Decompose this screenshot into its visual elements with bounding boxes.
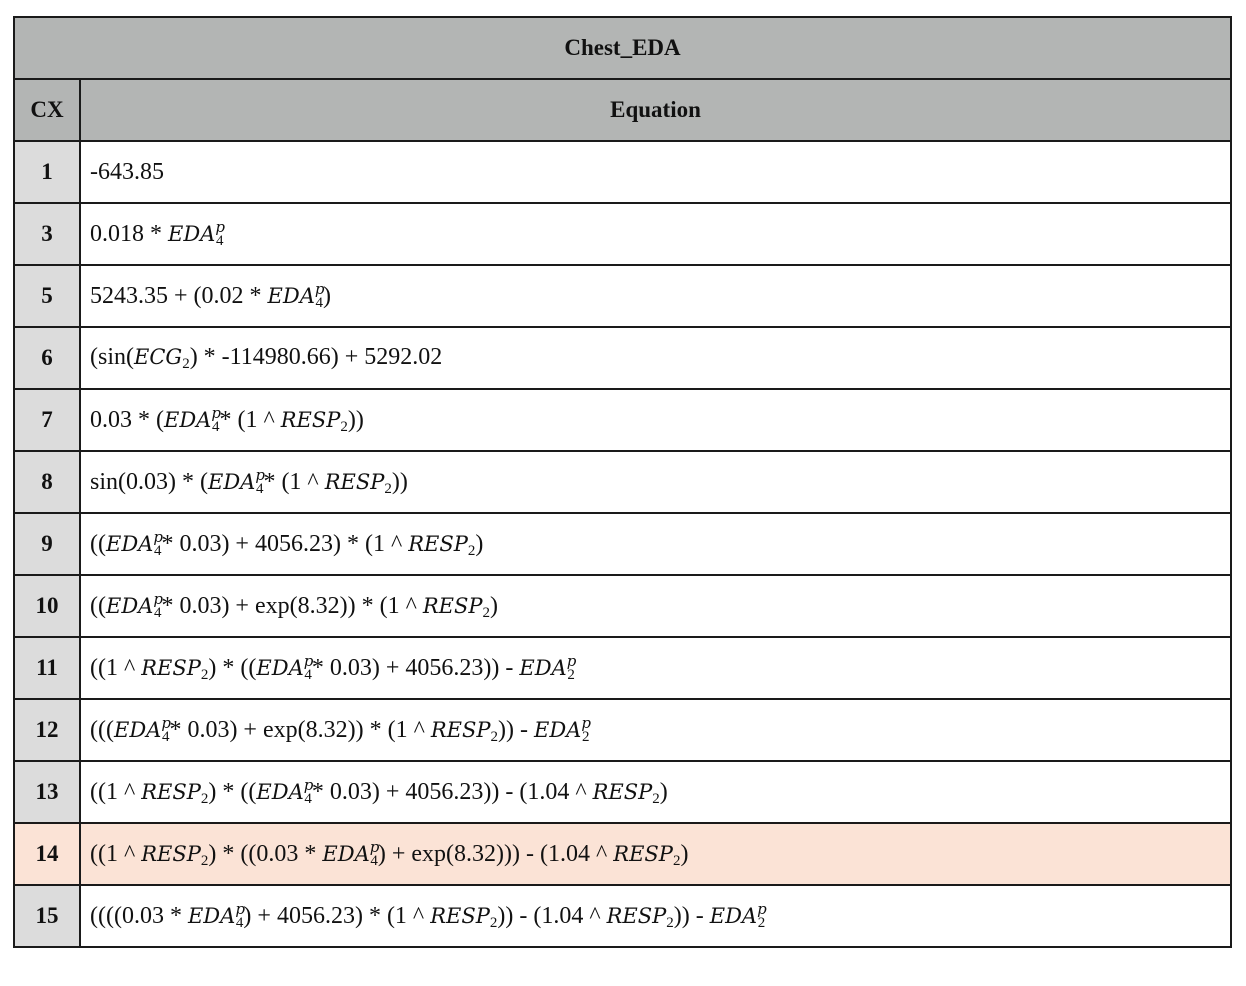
equation-variable: $EDA^p_4$	[207, 466, 265, 497]
equation-cell: $5243.35 + (0.02 * EDA^p_4)$	[80, 265, 1231, 327]
equation-cell: $\sin(0.03) * (EDA^p_4*$ (1 ^ $RESP_2$))	[80, 451, 1231, 513]
equation-cell: (($EDA^p_4*$ 0.03) + exp(8.32)) * (1 ^ $RESP_2$)	[80, 575, 1231, 637]
cx-cell: 14	[14, 823, 80, 885]
table-row	[14, 451, 1231, 513]
equation-variable: $RESP_2$	[422, 594, 491, 621]
equation-cell: ((1 ^ $RESP_2) * ((EDA^p_4*$ $0.03) + 4056.23)) - EDA^p_2$	[80, 637, 1231, 699]
cx-cell: 9	[14, 513, 80, 575]
cx-cell: 3	[14, 203, 80, 265]
equation-variable: $RESP_2$	[324, 470, 392, 497]
cx-cell: 8	[14, 451, 80, 513]
table-title: Chest_EDA	[14, 17, 1231, 79]
equation-cell: ((1 ^ $RESP_2) * ((0.03 * EDA^p_4) + \exp(8.32))) - (1.04$ ^ $RESP_2$)	[80, 823, 1231, 885]
equation-variable: $EDA^p_4$	[322, 838, 380, 869]
table-row	[14, 823, 1231, 885]
equation-cell: $(\sin(ECG_2) * -114980.66) + 5292.02$	[80, 327, 1231, 389]
equation-variable: $EDA^p_2$	[534, 714, 591, 745]
cx-cell: 6	[14, 327, 80, 389]
table-row	[14, 389, 1231, 451]
cx-cell: 7	[14, 389, 80, 451]
cx-cell: 1	[14, 141, 80, 203]
column-header-cx: CX	[14, 79, 80, 141]
equation-variable: $RESP_2$	[141, 842, 209, 869]
equation-variable: $RESP_2$	[141, 780, 209, 807]
table-row	[14, 203, 1231, 265]
cx-cell: 11	[14, 637, 80, 699]
equation-variable: $RESP_2$	[280, 408, 348, 435]
equation-variable: $EDA^p_4$	[256, 652, 314, 683]
table-row	[14, 265, 1231, 327]
table-row	[14, 513, 1231, 575]
equation-variable: $EDA^p_4$	[256, 776, 314, 807]
table-row	[14, 885, 1231, 947]
equation-cell: (($EDA^p_4*$ 0.03) + 4056.23) * (1 ^ $RESP_2$)	[80, 513, 1231, 575]
equation-cell: ((($EDA^p_4*$ 0.03) + exp(8.32)) * (1 ^ $RESP_2)) - EDA^p_2$	[80, 699, 1231, 761]
cx-cell: 15	[14, 885, 80, 947]
equation-cell: ((1 ^ $RESP_2) * ((EDA^p_4*$ 0.03) + 4056.23)) - (1.04 ^ $RESP_2$)	[80, 761, 1231, 823]
equation-variable: $EDA^p_2$	[519, 652, 577, 683]
table-row	[14, 761, 1231, 823]
equation-variable: $RESP_2$	[606, 904, 674, 931]
cx-cell: 13	[14, 761, 80, 823]
table-row	[14, 699, 1231, 761]
equation-variable: $EDA^p_4$	[164, 404, 221, 435]
cx-cell: 12	[14, 699, 80, 761]
equation-variable: $RESP_2$	[408, 532, 476, 559]
equation-variable: $RESP_2$	[592, 780, 660, 807]
equation-variable: $EDA^p_4$	[105, 590, 163, 621]
table-row	[14, 575, 1231, 637]
equation-variable: $EDA^p_4$	[267, 280, 325, 311]
equations-table	[13, 16, 1232, 948]
equation-cell: -643.85	[80, 141, 1231, 203]
equation-variable: $EDA^p_2$	[709, 900, 767, 931]
table-row	[14, 327, 1231, 389]
equation-variable: $EDA^p_4$	[187, 900, 245, 931]
column-header-equation: Equation	[80, 79, 1231, 141]
equation-variable: $RESP_2$	[430, 904, 498, 931]
equation-variable: $RESP_2$	[613, 842, 681, 869]
equation-variable: $ECG_2$	[134, 344, 190, 372]
table-body	[14, 141, 1231, 947]
table-row	[14, 637, 1231, 699]
equation-variable: $RESP_2$	[141, 656, 209, 683]
equation-cell: $0.018 * EDA^p_4$	[80, 203, 1231, 265]
table-row	[14, 141, 1231, 203]
equation-variable: $EDA^p_4$	[105, 528, 163, 559]
equation-cell: $0.03 * (EDA^p_4*$ (1 ^ $RESP_2$))	[80, 389, 1231, 451]
equation-variable: $RESP_2$	[430, 718, 499, 745]
cx-cell: 10	[14, 575, 80, 637]
equation-cell: (($((0.03 * EDA^p_4) + 4056.23) * (1$ ^ $RESP_2)) - (1.04$ ^ $RESP_2)) - EDA^p_2$	[80, 885, 1231, 947]
cx-cell: 5	[14, 265, 80, 327]
equation-variable: $EDA^p_4$	[168, 218, 225, 249]
equation-variable: $EDA^p_4$	[113, 714, 171, 745]
